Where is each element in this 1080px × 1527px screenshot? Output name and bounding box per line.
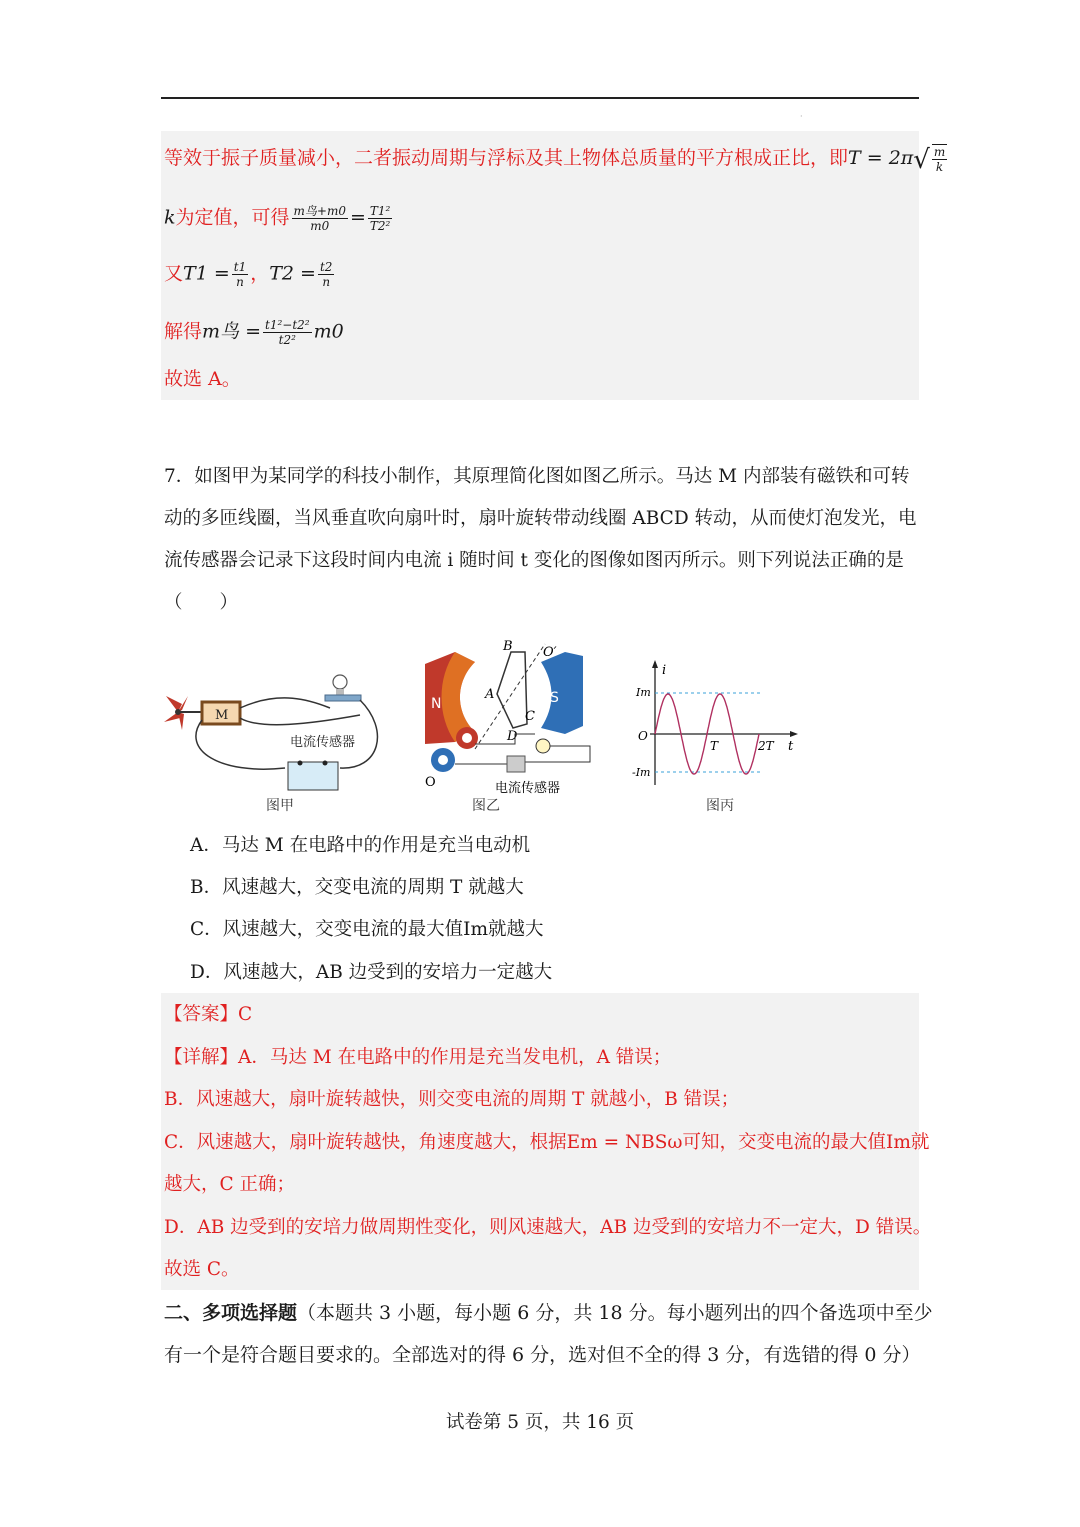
question-7-stem: 7．如图甲为某同学的科技小制作，其原理简化图如图乙所示。马达 M 内部装有磁铁和可转动的多匝线圈，当风垂直吹向扇叶时，扇叶旋转带动线圈 ABCD 转动，从而使灯泡发光，电流传感器会记录下这段时间内电流 i 随时间 t 变化的图像如图丙所示。则下列说法正确的是（ ） [164,466,917,613]
sensor-label-jia: 电流传感器 [290,735,356,750]
prev-solution-line-5: 故选 A。 [164,368,241,390]
sensor-box-icon [507,756,525,772]
svg-text:C: C [525,709,535,724]
header-rule [161,97,919,99]
magnet-s [541,652,583,734]
section-2-line-1: 二、多项选择题（本题共 3 小题，每小题 6 分，共 18 分。每小题列出的四个备选项中至少 [164,1302,933,1324]
svg-text:T: T [710,739,719,753]
option-d: D．风速越大，AB 边受到的安培力一定越大 [190,962,553,983]
figure-bing [630,660,810,790]
svg-text:B: B [503,639,513,654]
prev-solution-line-1: 等效于振子质量减小，二者振动周期与浮标及其上物体总质量的平方根成正比，即T = 2π√ $\frac{m}{k}$ [164,145,946,175]
svg-text:Im: Im [636,686,651,699]
option-b: B．风速越大，交变电流的周期 T 就越大 [190,877,524,898]
svg-text:-Im: -Im [632,766,651,779]
svg-text:O: O [638,729,648,743]
prev-solution-line-3: 又T1 = $\frac{t1}{n}$ ，T2 = $\frac{t2}{n}$ [164,260,333,289]
detail-line-1: 【详解】A．马达 M 在电路中的作用是充当发电机，A 错误； [164,1047,672,1068]
sqrt-sign: √ [913,145,930,175]
svg-text:A: A [485,687,495,702]
section-2-title: 二、多项选择题 [164,1302,298,1324]
mass-result-fraction: $\frac{\text{t1²−t2²}}{\text{t2²}}$ [265,318,310,347]
bulb-icon [536,739,550,753]
figure-yi [415,634,615,794]
t2-fraction: $\frac{t2}{n}$ [319,260,333,289]
motor-label: M [215,708,229,723]
mass-ratio-fraction: $\frac{\text{m鸟+m0}}{m0}$ [293,204,346,233]
svg-text:2T: 2T [758,739,774,753]
detail-line-2: B．风速越大，扇叶旋转越快，则交变电流的周期 T 就越小，B 错误； [164,1089,740,1110]
prev-solution-line-2: k为定值，可得 $\frac{\text{m鸟+m0}}{m0}$ = $\frac{\text{T1²}}{\text{T2²}}$ [164,204,391,233]
bulb-icon [325,675,361,701]
svg-text:O: O [425,775,436,790]
svg-text:S: S [550,690,559,706]
sqrt-fraction: $\frac{m}{k}$ [933,145,946,174]
svg-text:t: t [788,739,794,754]
t1-fraction: $\frac{t1}{n}$ [233,260,247,289]
period-ratio-fraction: $\frac{\text{T1²}}{\text{T2²}}$ [369,204,391,233]
svg-text:电流传感器: 电流传感器 [495,781,561,794]
detail-line-3: C．风速越大，扇叶旋转越快，角速度越大，根据Em = NBSω可知，交变电流的最大值Im就 [164,1132,930,1153]
sensor-box-icon [288,761,338,791]
option-c: C．风速越大，交变电流的最大值Im就越大 [190,919,544,940]
page-footer: 试卷第 5 页，共 16 页 [445,1412,635,1433]
svg-text:N: N [431,696,442,712]
svg-text:O′: O′ [543,645,557,660]
prev-solution-line-4: 解得m鸟 = $\frac{\text{t1²−t2²}}{\text{t2²}}$ m0 [164,318,344,347]
section-2-line-2: 有一个是符合题目要求的。全部选对的得 6 分，选对但不全的得 3 分，有选错的得 0 分） [164,1344,921,1366]
option-a: A．马达 M 在电路中的作用是充当电动机 [190,835,531,856]
detail-line-5: D．AB 边受到的安培力做周期性变化，则风速越大，AB 边受到的安培力不一定大，D 错误。 [164,1217,932,1238]
caption-yi: 图乙 [472,798,500,814]
svg-text:i: i [662,663,667,678]
header-dot: · [800,112,803,121]
detail-line-4: 越大，C 正确； [164,1174,296,1195]
caption-bing: 图丙 [706,798,734,814]
caption-jia: 图甲 [266,798,294,814]
detail-line-6: 故选 C。 [164,1259,240,1280]
answer-label: 【答案】C [164,1004,253,1025]
svg-text:D: D [507,729,518,744]
